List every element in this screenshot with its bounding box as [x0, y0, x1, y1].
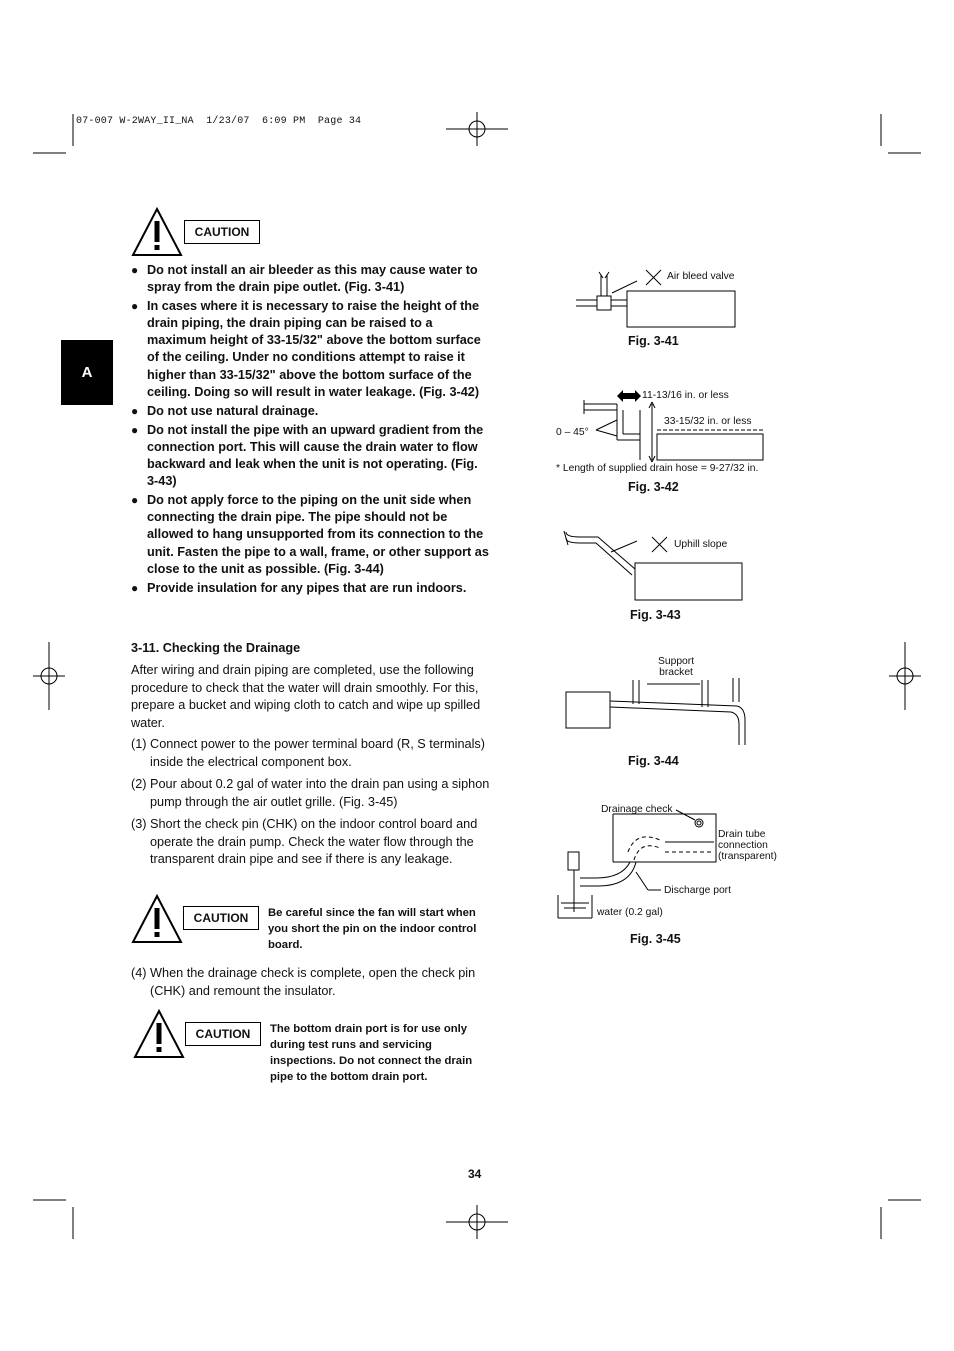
fig-3-45-drawing	[558, 810, 716, 918]
caution-label: CAUTION	[184, 220, 260, 244]
bullet-item: ● Do not apply force to the piping on the unit side when connecting the drain pipe. The pipe should not be allowed to hang unsupported from its connection to the unit. Fasten the pipe to a wall, frame, or other support as close to the unit as possible. (Fig. 3-44)	[131, 492, 491, 577]
caution-note-bottom-port: The bottom drain port is for use only during test runs and servicing inspections. Do not connect the drain pipe to the bottom drain port.	[270, 1023, 473, 1083]
label-air-bleed-valve: Air bleed valve	[667, 271, 735, 282]
step-4: (4) When the drainage check is complete, open the check pin (CHK) and remount the insulator.	[131, 966, 476, 998]
section-tab: A	[61, 340, 113, 405]
bullet-item: ● Provide insulation for any pipes that are run indoors.	[131, 580, 491, 597]
bullet-item: ● Do not use natural drainage.	[131, 403, 491, 420]
print-slug: 07-007 W-2WAY_II_NA 1/23/07 6:09 PM Page 34	[76, 116, 362, 127]
section-title: 3-11. Checking the Drainage	[131, 641, 301, 655]
label-hose-note: * Length of supplied drain hose = 9-27/32 in.	[556, 463, 759, 474]
label-discharge-port: Discharge port	[664, 885, 731, 896]
bullet-item: ● In cases where it is necessary to raise the height of the drain piping, the drain piping can be raised to a maximum height of 33-15/32" above the bottom surface of the ceiling. Under no conditions attempt to raise it higher than 33-15/32" above the bottom surface of the ceiling. Doing so will result in water leakage. (Fig. 3-42)	[131, 298, 491, 401]
label-drain-tube-connection: Drain tube connection (transparent)	[718, 829, 777, 862]
step-2: (2) Pour about 0.2 gal of water into the drain pan using a siphon pump through the air outlet grille. (Fig. 3-45)	[131, 777, 490, 809]
label-length-limit: 11-13/16 in. or less	[642, 390, 729, 401]
bullet-item: ● Do not install an air bleeder as this may cause water to spray from the drain pipe outlet. (Fig. 3-41)	[131, 262, 491, 296]
caution-note-fan: Be careful since the fan will start when you short the pin on the indoor control board.	[268, 907, 477, 951]
bullet-item: ● Do not install the pipe with an upward gradient from the connection port. This will cause the drain water to flow backward and leak when the unit is not operating. (Fig. 3-43)	[131, 422, 491, 490]
label-drainage-check: Drainage check	[601, 804, 673, 815]
caption-fig-3-43: Fig. 3-43	[630, 608, 681, 622]
caution-label: CAUTION	[183, 906, 259, 930]
page-number: 34	[468, 1167, 482, 1181]
fig-3-44-drawing	[566, 678, 745, 745]
caption-fig-3-45: Fig. 3-45	[630, 932, 681, 946]
dimension-arrow-icon	[617, 390, 641, 402]
caption-fig-3-42: Fig. 3-42	[628, 480, 679, 494]
label-uphill-slope: Uphill slope	[674, 539, 728, 550]
step-1: (1) Connect power to the power terminal board (R, S terminals) inside the electrical component box.	[131, 737, 485, 769]
section-intro: After wiring and drain piping are completed, use the following procedure to check that the water will drain smoothly. For this, prepare a bucket and wiping cloth to catch and wipe up spilled water.	[131, 663, 481, 730]
label-angle: 0 – 45°	[556, 427, 589, 438]
caution-label: CAUTION	[185, 1022, 261, 1046]
fig-3-42-drawing	[584, 400, 763, 462]
step-3: (3) Short the check pin (CHK) on the indoor control board and operate the drain pump. Check the water flow through the transparent drain pipe and see if there is any leakage.	[131, 817, 478, 866]
label-support-bracket: Support bracket	[658, 656, 695, 678]
caption-fig-3-44: Fig. 3-44	[628, 754, 679, 768]
caption-fig-3-41: Fig. 3-41	[628, 334, 679, 348]
label-height-limit: 33-15/32 in. or less	[664, 416, 752, 427]
label-water: water (0.2 gal)	[597, 907, 663, 918]
